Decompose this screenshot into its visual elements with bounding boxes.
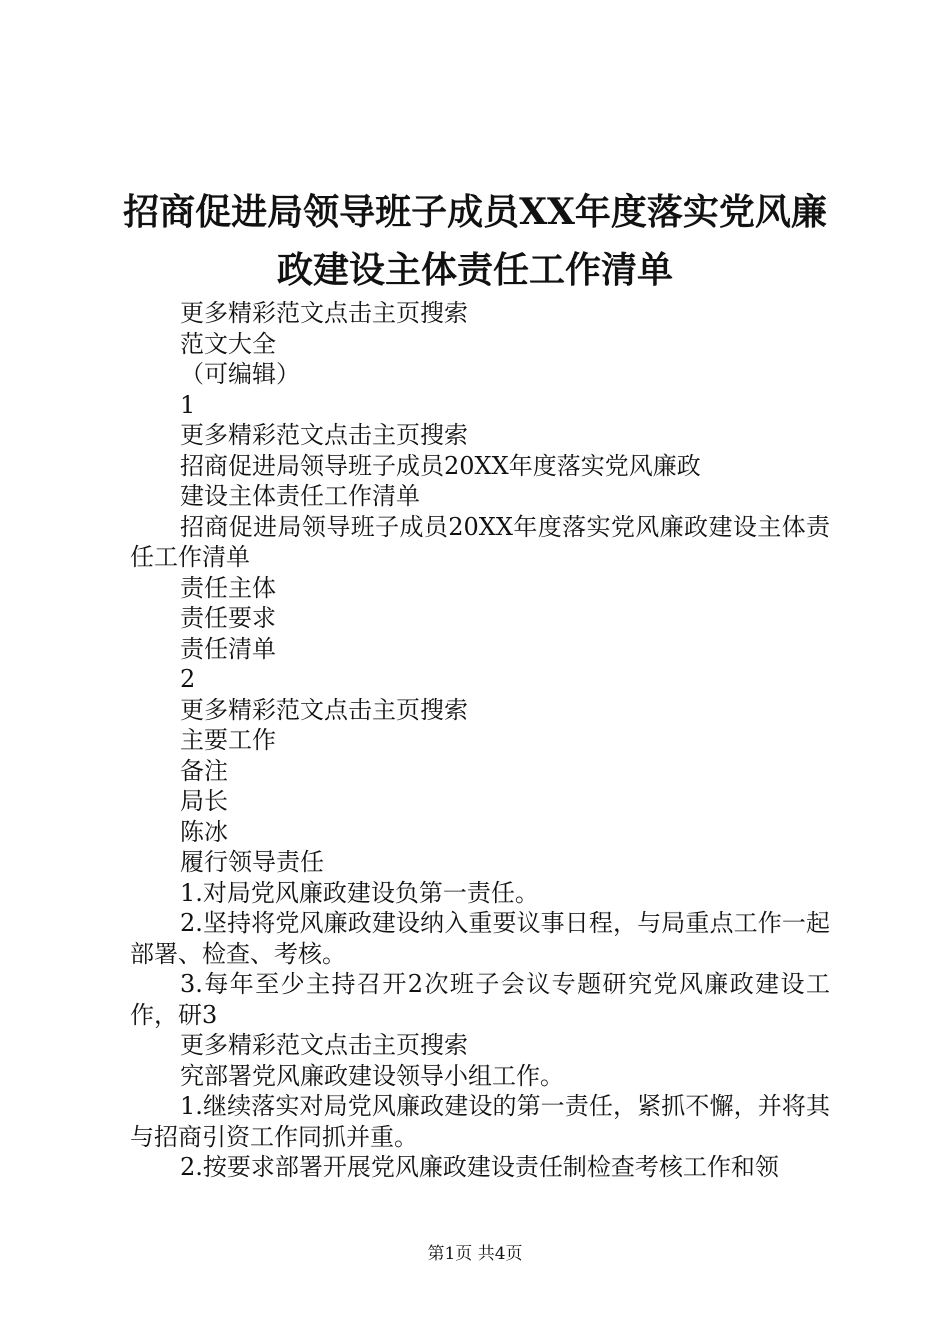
paragraph: 范文大全 — [180, 329, 276, 358]
paragraph: 2.坚持将党风廉政建设纳入重要议事日程，与局重点工作一起部署、检查、考核。 — [130, 909, 830, 968]
paragraph: 局长 — [180, 787, 228, 815]
paragraph: 招商促进局领导班子成员20XX年度落实党风廉政 — [180, 451, 701, 480]
paragraph: 1.对局党风廉政建设负第一责任。 — [180, 878, 539, 907]
paragraph: 责任清单 — [180, 634, 276, 663]
paragraph: 建设主体责任工作清单 — [180, 482, 420, 510]
paragraph: 更多精彩范文点击主页搜索 — [180, 421, 468, 449]
paragraph: 更多精彩范文点击主页搜索 — [180, 299, 468, 327]
paragraph: 3.每年至少主持召开2次班子会议专题研究党风廉政建设工作，研3 — [130, 970, 830, 1029]
paragraph: 招商促进局领导班子成员20XX年度落实党风廉政建设主体责任工作清单 — [130, 512, 830, 571]
paragraph: 更多精彩范文点击主页搜索 — [180, 695, 468, 724]
paragraph: 2.按要求部署开展党风廉政建设责任制检查考核工作和领 — [180, 1153, 779, 1181]
paragraph: 究部署党风廉政建设领导小组工作。 — [180, 1061, 564, 1090]
document-title-line-2: 政建设主体责任工作清单 — [276, 249, 673, 291]
paragraph: 1 — [180, 390, 196, 419]
document-body — [130, 298, 830, 1183]
page-number-footer: 第1页 共4页 — [427, 1244, 523, 1264]
paragraph: 责任要求 — [180, 604, 276, 632]
paragraph: 备注 — [180, 756, 228, 785]
paragraph: 责任主体 — [180, 573, 276, 602]
paragraph: 履行领导责任 — [180, 848, 324, 876]
paragraph: 主要工作 — [180, 726, 276, 754]
document-title-line-1: 招商促进局领导班子成员XX年度落实党风廉 — [123, 191, 827, 233]
paragraph: （可编辑） — [180, 360, 300, 388]
paragraph: 更多精彩范文点击主页搜索 — [180, 1031, 468, 1059]
paragraph: 陈冰 — [180, 817, 228, 846]
paragraph: 1.继续落实对局党风廉政建设的第一责任，紧抓不懈，并将其与招商引资工作同抓并重。 — [130, 1092, 830, 1151]
paragraph: 2 — [180, 665, 196, 693]
